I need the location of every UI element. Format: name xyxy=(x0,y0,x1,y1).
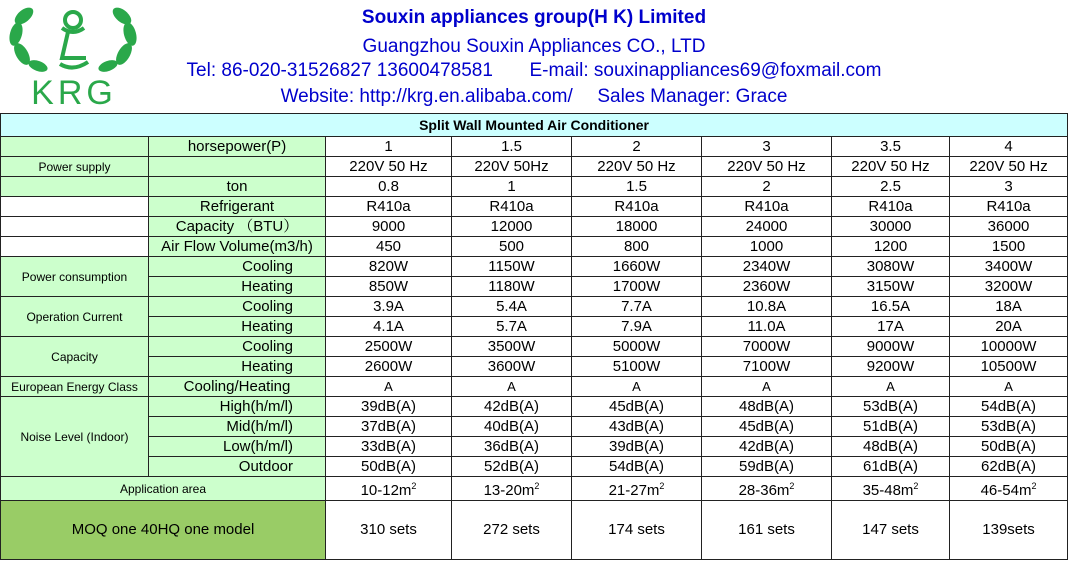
table-cell: 161 sets xyxy=(702,501,832,560)
table-cell: 48dB(A) xyxy=(702,397,832,417)
table-row-power-supply xyxy=(1,157,1068,177)
row-label: Mid(h/m/l) xyxy=(149,417,326,437)
table-cell: 3150W xyxy=(832,277,950,297)
table-cell: 220V 50 Hz xyxy=(572,157,702,177)
table-row-refrigerant xyxy=(1,197,1068,217)
row-label: Heating xyxy=(149,317,326,337)
logo-text: KRG xyxy=(31,74,117,112)
tel-text: Tel: 86-020-31526827 13600478581 xyxy=(186,60,493,81)
table-cell: 2360W xyxy=(702,277,832,297)
table-row-capacity-btu xyxy=(1,217,1068,237)
table-cell: 16.5A xyxy=(832,297,950,317)
table-cell: 40dB(A) xyxy=(452,417,572,437)
row-label: Capacity （BTU） xyxy=(149,217,326,237)
table-cell: 820W xyxy=(326,257,452,277)
group-name: Souxin appliances group(H K) Limited xyxy=(361,7,707,28)
table-cell: 5.4A xyxy=(452,297,572,317)
table-row-noise-outdoor xyxy=(1,457,1068,477)
table-cell: 7.9A xyxy=(572,317,702,337)
row-label: Cooling/Heating xyxy=(149,377,326,397)
table-cell: 5000W xyxy=(572,337,702,357)
table-cell: 500 xyxy=(452,237,572,257)
table-cell: A xyxy=(452,377,572,397)
table-cell: 36000 xyxy=(950,217,1068,237)
table-cell: 43dB(A) xyxy=(572,417,702,437)
row-group-label: Power consumption xyxy=(1,257,149,297)
table-row-current-heating xyxy=(1,317,1068,337)
row-label: ton xyxy=(149,177,326,197)
company-name: Guangzhou Souxin Appliances CO., LTD xyxy=(362,36,706,57)
table-cell: 7100W xyxy=(702,357,832,377)
table-cell: 1.5 xyxy=(572,177,702,197)
table-cell: A xyxy=(572,377,702,397)
row-group-label: Application area xyxy=(1,477,326,501)
table-cell: R410a xyxy=(326,197,452,217)
row-label: Heating xyxy=(149,357,326,377)
table-cell: $21-27m^2$ xyxy=(572,477,702,501)
table-row-application xyxy=(1,477,1068,501)
table-cell: $10-12m^2$ xyxy=(326,477,452,501)
row-group-label: Power supply xyxy=(1,157,149,177)
table-cell: 2340W xyxy=(702,257,832,277)
table-cell: 4 xyxy=(950,137,1068,157)
table-cell: 450 xyxy=(326,237,452,257)
table-cell: 61dB(A) xyxy=(832,457,950,477)
table-cell: 42dB(A) xyxy=(702,437,832,457)
email-text[interactable]: E-mail: souxinappliances69@foxmail.com xyxy=(529,60,882,81)
table-cell: 45dB(A) xyxy=(702,417,832,437)
row-label: Refrigerant xyxy=(149,197,326,217)
table-cell: 0.8 xyxy=(326,177,452,197)
table-cell: A xyxy=(950,377,1068,397)
table-cell: 7.7A xyxy=(572,297,702,317)
row-group-label: Operation Current xyxy=(1,297,149,337)
table-cell: 54dB(A) xyxy=(950,397,1068,417)
table-cell: 37dB(A) xyxy=(326,417,452,437)
table-cell: 1660W xyxy=(572,257,702,277)
table-title: Split Wall Mounted Air Conditioner xyxy=(1,114,1068,137)
table-cell: A xyxy=(832,377,950,397)
table-cell: 9000 xyxy=(326,217,452,237)
table-cell: 10000W xyxy=(950,337,1068,357)
table-row-current-cooling xyxy=(1,297,1068,317)
table-cell: 51dB(A) xyxy=(832,417,950,437)
table-cell: 24000 xyxy=(702,217,832,237)
row-label: Outdoor xyxy=(149,457,326,477)
table-cell: R410a xyxy=(832,197,950,217)
table-cell: 220V 50 Hz xyxy=(702,157,832,177)
table-cell: 4.1A xyxy=(326,317,452,337)
table-cell: 310 sets xyxy=(326,501,452,560)
spec-table xyxy=(0,113,1068,560)
table-cell: 53dB(A) xyxy=(832,397,950,417)
table-cell: $35-48m^2$ xyxy=(832,477,950,501)
table-cell: 3080W xyxy=(832,257,950,277)
table-row-noise-mid xyxy=(1,417,1068,437)
row-group-label: Capacity xyxy=(1,337,149,377)
row-label: Cooling xyxy=(149,297,326,317)
table-row-noise-high xyxy=(1,397,1068,417)
table-row-ton xyxy=(1,177,1068,197)
table-cell: 50dB(A) xyxy=(326,457,452,477)
row-label: Air Flow Volume(m3/h) xyxy=(149,237,326,257)
moq-label: MOQ one 40HQ one model xyxy=(1,501,326,560)
table-row-capacity-cooling xyxy=(1,337,1068,357)
website-text[interactable]: Website: http://krg.en.alibaba.com/ xyxy=(280,86,573,107)
row-label: Cooling xyxy=(149,257,326,277)
table-row-airflow xyxy=(1,237,1068,257)
table-cell: 36dB(A) xyxy=(452,437,572,457)
website-line xyxy=(0,86,1068,108)
table-cell: 3400W xyxy=(950,257,1068,277)
table-cell: 3600W xyxy=(452,357,572,377)
table-cell: 18A xyxy=(950,297,1068,317)
contact-line xyxy=(0,60,1068,82)
table-cell: 2600W xyxy=(326,357,452,377)
table-cell: 11.0A xyxy=(702,317,832,337)
table-cell: 1150W xyxy=(452,257,572,277)
table-cell: 12000 xyxy=(452,217,572,237)
table-cell: R410a xyxy=(702,197,832,217)
table-cell: R410a xyxy=(950,197,1068,217)
table-row-noise-low xyxy=(1,437,1068,457)
table-cell: 62dB(A) xyxy=(950,457,1068,477)
table-cell: 10500W xyxy=(950,357,1068,377)
table-cell: 18000 xyxy=(572,217,702,237)
table-row-horsepower xyxy=(1,137,1068,157)
table-cell: 800 xyxy=(572,237,702,257)
table-cell: 147 sets xyxy=(832,501,950,560)
table-cell: 3 xyxy=(702,137,832,157)
table-cell: 45dB(A) xyxy=(572,397,702,417)
table-cell: 52dB(A) xyxy=(452,457,572,477)
table-cell: 3200W xyxy=(950,277,1068,297)
table-cell: A xyxy=(702,377,832,397)
table-cell: 1180W xyxy=(452,277,572,297)
table-cell: 42dB(A) xyxy=(452,397,572,417)
row-label: horsepower(P) xyxy=(149,137,326,157)
title-row xyxy=(1,114,1068,137)
table-cell: 59dB(A) xyxy=(702,457,832,477)
table-row-capacity-heating xyxy=(1,357,1068,377)
table-row-power-heating xyxy=(1,277,1068,297)
table-row-energy-class xyxy=(1,377,1068,397)
table-cell: 1000 xyxy=(702,237,832,257)
table-cell: 272 sets xyxy=(452,501,572,560)
table-cell: 2 xyxy=(572,137,702,157)
table-cell: 1700W xyxy=(572,277,702,297)
table-cell: 220V 50 Hz xyxy=(326,157,452,177)
table-cell: 220V 50Hz xyxy=(452,157,572,177)
table-cell: 220V 50 Hz xyxy=(832,157,950,177)
table-cell: 7000W xyxy=(702,337,832,357)
table-cell: 9000W xyxy=(832,337,950,357)
table-row-moq xyxy=(1,501,1068,560)
table-cell: 2 xyxy=(702,177,832,197)
table-cell: 50dB(A) xyxy=(950,437,1068,457)
table-cell: 5.7A xyxy=(452,317,572,337)
table-cell: 3.9A xyxy=(326,297,452,317)
row-group-label: European Energy Class xyxy=(1,377,149,397)
header xyxy=(0,0,1068,113)
table-row-power-cooling xyxy=(1,257,1068,277)
table-cell: 1200 xyxy=(832,237,950,257)
table-cell: 850W xyxy=(326,277,452,297)
table-cell: 53dB(A) xyxy=(950,417,1068,437)
row-label: Heating xyxy=(149,277,326,297)
table-cell: R410a xyxy=(572,197,702,217)
table-cell: 3 xyxy=(950,177,1068,197)
table-cell: 33dB(A) xyxy=(326,437,452,457)
table-cell: 2.5 xyxy=(832,177,950,197)
table-cell: $28-36m^2$ xyxy=(702,477,832,501)
table-cell: 1.5 xyxy=(452,137,572,157)
table-cell: 5100W xyxy=(572,357,702,377)
table-cell: 20A xyxy=(950,317,1068,337)
table-cell: 17A xyxy=(832,317,950,337)
table-cell: $13-20m^2$ xyxy=(452,477,572,501)
row-label: Cooling xyxy=(149,337,326,357)
table-cell: 39dB(A) xyxy=(326,397,452,417)
row-label: Low(h/m/l) xyxy=(149,437,326,457)
table-cell: $46-54m^2$ xyxy=(950,477,1068,501)
table-cell: 54dB(A) xyxy=(572,457,702,477)
table-cell: 10.8A xyxy=(702,297,832,317)
table-cell: 139sets xyxy=(950,501,1068,560)
table-cell: 39dB(A) xyxy=(572,437,702,457)
table-cell: R410a xyxy=(452,197,572,217)
table-cell: A xyxy=(326,377,452,397)
row-group-label: Noise Level (Indoor) xyxy=(1,397,149,477)
row-label: High(h/m/l) xyxy=(149,397,326,417)
table-cell: 3500W xyxy=(452,337,572,357)
table-cell: 9200W xyxy=(832,357,950,377)
table-cell: 1 xyxy=(452,177,572,197)
table-cell: 220V 50 Hz xyxy=(950,157,1068,177)
table-cell: 3.5 xyxy=(832,137,950,157)
table-cell: 2500W xyxy=(326,337,452,357)
table-cell: 174 sets xyxy=(572,501,702,560)
sales-manager-text: Sales Manager: Grace xyxy=(597,86,788,107)
table-cell: 1 xyxy=(326,137,452,157)
table-cell: 1500 xyxy=(950,237,1068,257)
table-cell: 30000 xyxy=(832,217,950,237)
table-cell: 48dB(A) xyxy=(832,437,950,457)
